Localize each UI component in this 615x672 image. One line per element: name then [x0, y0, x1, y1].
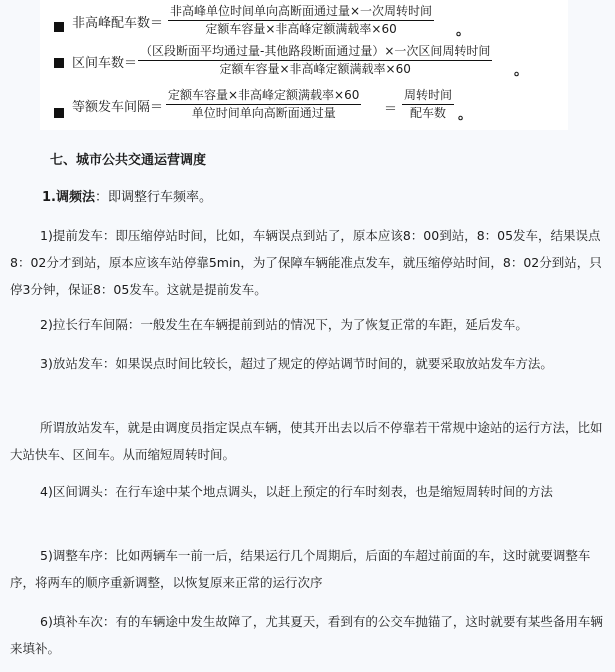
- formula-denominator: 单位时间单向高断面通过量: [191, 106, 336, 120]
- formula-label: 非高峰配车数＝: [72, 16, 164, 31]
- formula-label: 等额发车间隔＝: [72, 100, 164, 115]
- paragraph: 5)调整车序：比如两辆车一前一后，结果运行几个周期后，后面的车超过前面的车，这时就要调整车序，将两车的顺序重新调整，以恢复原来正常的运行次序: [10, 548, 591, 590]
- paragraph: 4)区间调头：在行车途中某个地点调头，以赶上预定的行车时刻表，也是缩短周转时间的方法: [40, 484, 553, 499]
- formula-end: 。: [456, 23, 470, 39]
- formula-numerator: 定额车容量×非高峰定额满载率×60: [166, 88, 361, 105]
- formula-numerator: （区段断面平均通过量-其他路段断面通过量）×一次区间周转时间: [138, 44, 492, 61]
- formula-denominator: 定额车容量×非高峰定额满载率×60: [219, 62, 411, 76]
- formula-fraction: [138, 44, 492, 77]
- sub-heading: [42, 186, 212, 205]
- sub-heading-desc: ：即调整行车频率。: [95, 190, 213, 205]
- formula-equals: ＝: [384, 102, 398, 117]
- paragraph: 所谓放站发车，就是由调度员指定误点车辆，使其开出去以后不停靠若干常规中途站的运行方法，比如大站快车、区间车。从而缩短周转时间。: [10, 420, 603, 462]
- section-title: 七、城市公共交通运营调度: [50, 153, 207, 168]
- formula-row: [54, 2, 554, 39]
- paragraph: 3)放站发车：如果误点时间比较长，超过了规定的停站调节时间的，就要采取放站发车方法。: [40, 356, 553, 371]
- formula-fraction: [168, 4, 434, 37]
- formula-label: 区间车数＝: [72, 56, 138, 71]
- paragraph: 1)提前发车：即压缩停站时间，比如，车辆误点到站了，原本应该8：00到站，8：05发车，结果误点8：02分才到站，原本应该车站停靠5min，为了保障车辆能准点发车，就压缩停站时间，8：02分到站，只停3分钟，保证8：05发车。这就是提前发车。: [10, 228, 602, 297]
- formula-denominator: 配车数: [410, 106, 447, 120]
- formula-numerator: 周转时间: [402, 88, 454, 105]
- formula-denominator: 定额车容量×非高峰定额满载率×60: [205, 22, 397, 36]
- sub-heading-title: 调频法: [55, 190, 95, 205]
- sub-heading-number: 1.: [42, 190, 56, 205]
- formula-box: [40, 0, 568, 130]
- formula-numerator: 非高峰单位时间单向高断面通过量×一次周转时间: [168, 4, 434, 21]
- formula-end: 。: [458, 107, 472, 123]
- square-bullet-icon: [54, 22, 64, 32]
- paragraph: 2)拉长行车间隔：一般发生在车辆提前到站的情况下，为了恢复正常的车距，延后发车。: [40, 317, 528, 332]
- formula-fraction: [166, 88, 361, 121]
- square-bullet-icon: [54, 58, 64, 68]
- formula-row: [54, 42, 564, 79]
- paragraph: 6)填补车次：有的车辆途中发生故障了，尤其夏天，看到有的公交车抛锚了，这时就要有某些备用车辆来填补。: [10, 614, 603, 656]
- formula-row: [54, 86, 564, 123]
- square-bullet-icon: [54, 108, 64, 118]
- formula-end: 。: [514, 63, 528, 79]
- formula-fraction: [402, 88, 454, 121]
